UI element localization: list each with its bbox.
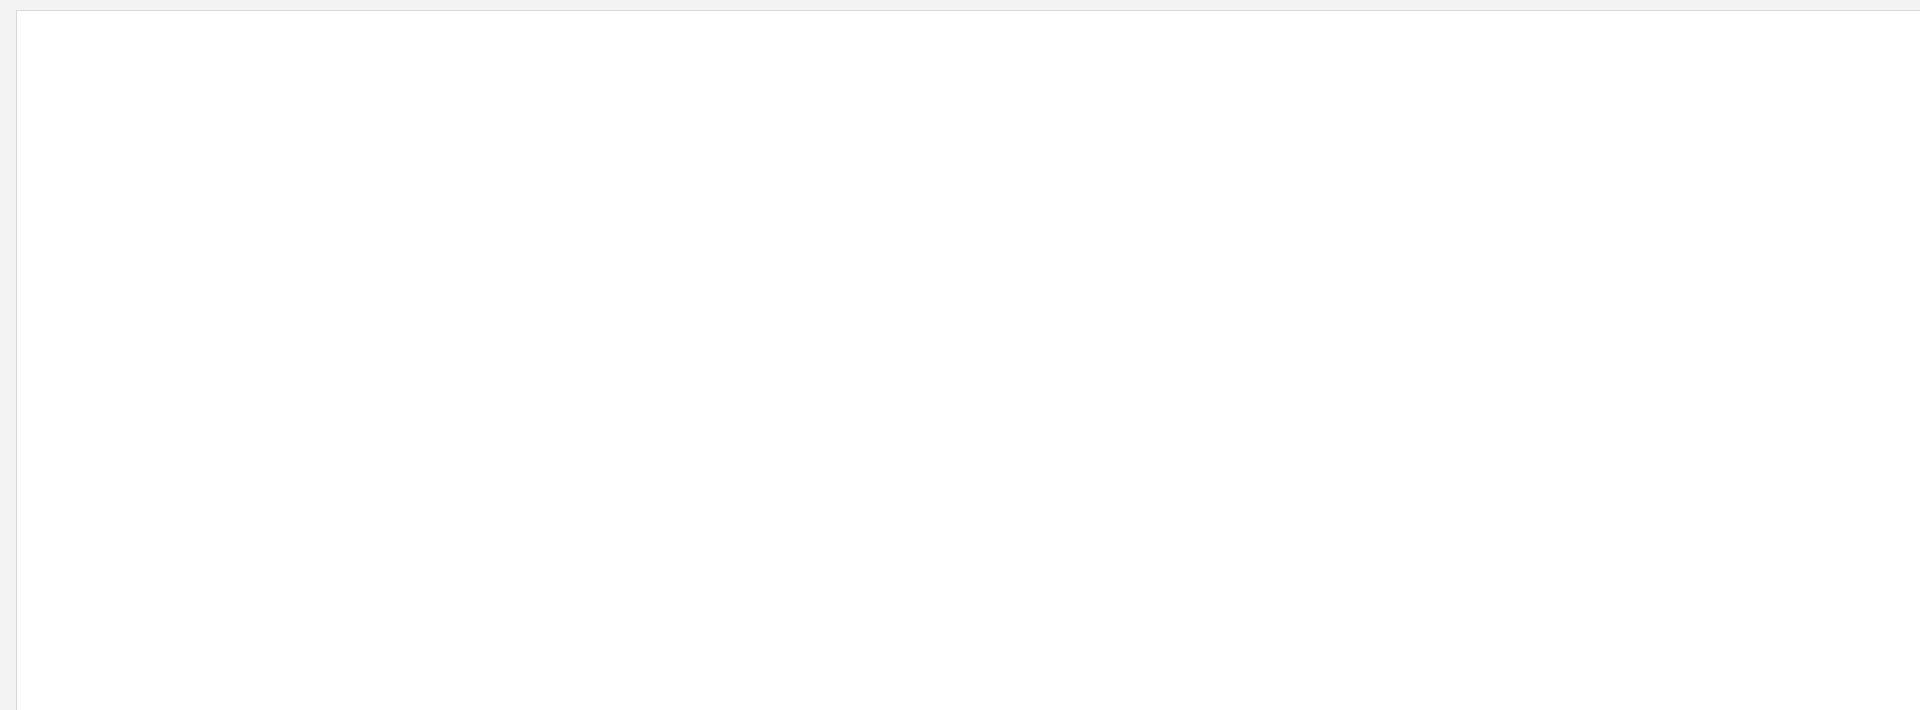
sheet-row-header	[0, 10, 17, 710]
sheet-column-header	[0, 0, 1920, 11]
